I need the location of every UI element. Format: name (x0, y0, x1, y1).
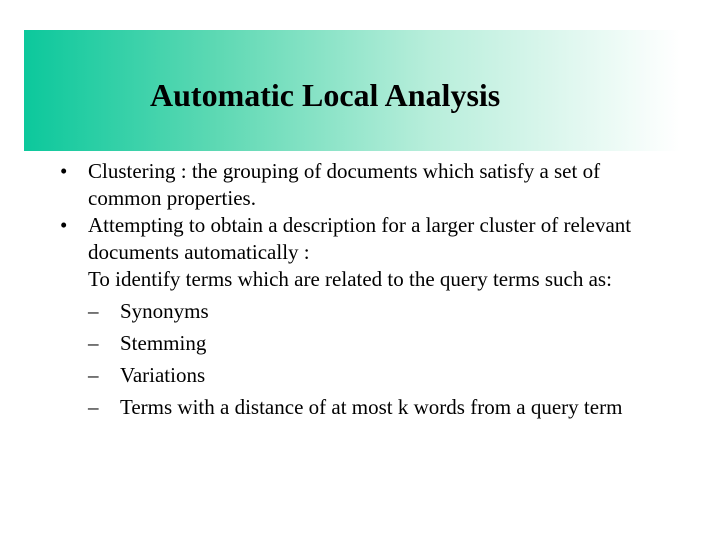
dash-marker: – (88, 331, 99, 355)
sub-bullet-text: Stemming (120, 331, 207, 355)
bullet-text: Attempting to obtain a description for a larger cluster of relevant documents automatically : (88, 213, 632, 264)
bullet-marker: • (60, 213, 68, 237)
dash-marker: – (88, 363, 99, 387)
sub-bullet-text: Synonyms (120, 299, 209, 323)
sub-bullet-item (88, 394, 670, 421)
bullet-item-clustering (60, 158, 670, 212)
sub-bullet-item (88, 330, 670, 357)
dash-marker: – (88, 299, 99, 323)
slide-content (60, 158, 670, 426)
sub-bullet-item (88, 362, 670, 389)
slide-title: Automatic Local Analysis (150, 77, 501, 113)
bullet-continuation-text: To identify terms which are related to the query terms such as: (88, 267, 612, 291)
bullet-item-description (60, 212, 670, 421)
bullet-text: Clustering : the grouping of documents which satisfy a set of common properties. (88, 159, 601, 210)
dash-marker: – (88, 395, 99, 419)
bullet-marker: • (60, 159, 68, 183)
sub-bullet-text: Variations (120, 363, 206, 387)
sub-bullet-item (88, 298, 670, 325)
sub-bullet-list (88, 298, 670, 421)
sub-bullet-text: Terms with a distance of at most k words from a query term (120, 395, 623, 419)
